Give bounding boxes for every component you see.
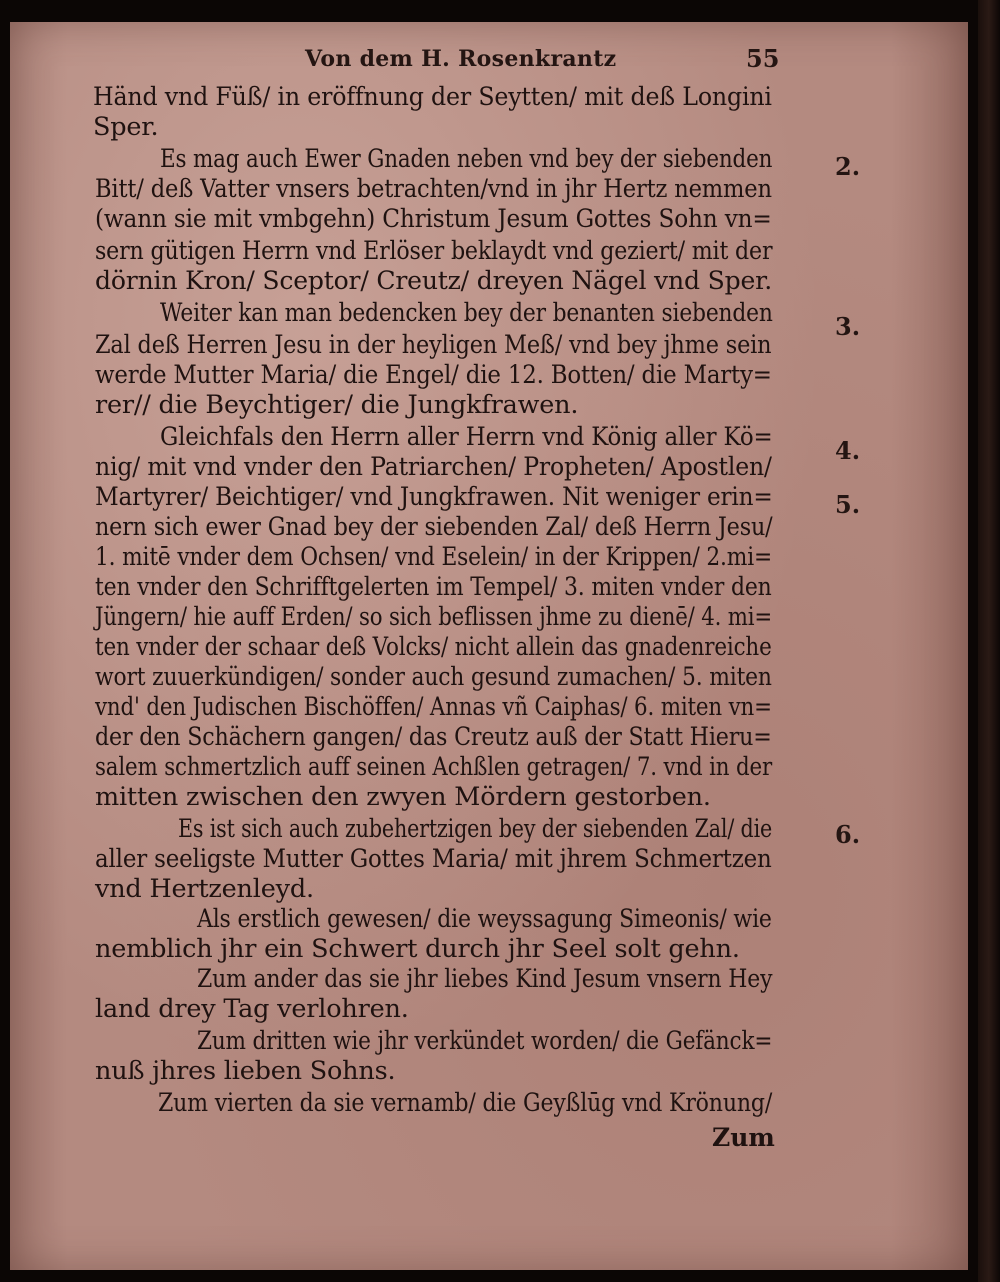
- text-line: Bitt/ deß Vatter vnsers betrachten/vnd in jhr Hertz nemmen: [95, 174, 772, 204]
- text-line: der den Schächern gangen/ das Creutz auß der Statt Hieru=: [95, 722, 772, 752]
- margin-number: 6.: [835, 820, 861, 849]
- text-line: Zum vierten da sie vernamb/ die Geyßlūg vnd Krönung/: [158, 1088, 773, 1118]
- text-line: Sper.: [93, 112, 159, 142]
- text-line: ten vnder den Schrifftgelerten im Tempel/ 3. miten vnder den: [95, 572, 772, 602]
- text-line: Weiter kan man bedencken bey der benanten siebenden: [160, 298, 773, 328]
- text-line: 1. mitē vnder dem Ochsen/ vnd Eselein/ in der Krippen/ 2.mi=: [95, 542, 773, 572]
- text-line: Zum ander das sie jhr liebes Kind Jesum vnsern Hey: [197, 964, 773, 994]
- text-line: vnd' den Judischen Bischöffen/ Annas vñ Caiphas/ 6. miten vn=: [95, 692, 772, 722]
- text-line: vnd Hertzenleyd.: [95, 874, 314, 904]
- book-spine-edge: [978, 0, 1000, 1282]
- margin-number: 5.: [835, 490, 861, 519]
- text-line: Händ vnd Füß/ in eröffnung der Seytten/ mit deß Longini: [93, 82, 772, 112]
- text-line: werde Mutter Maria/ die Engel/ die 12. Botten/ die Marty=: [95, 360, 772, 390]
- text-line: Es ist sich auch zubehertzigen bey der siebenden Zal/ die: [178, 814, 773, 844]
- text-line: sern gütigen Herrn vnd Erlöser beklaydt vnd geziert/ mit der: [95, 236, 773, 266]
- catchword: Zum: [712, 1123, 775, 1152]
- running-header: Von dem H. Rosenkrantz: [305, 46, 617, 72]
- text-line: rer// die Beychtiger/ die Jungkfrawen.: [95, 390, 579, 420]
- text-line: Martyrer/ Beichtiger/ vnd Jungkfrawen. Nit weniger erin=: [95, 482, 773, 512]
- text-line: Gleichfals den Herrn aller Herrn vnd König aller Kö=: [160, 422, 773, 452]
- text-line: Zal deß Herren Jesu in der heyligen Meß/ vnd bey jhme sein: [95, 330, 772, 360]
- text-line: nuß jhres lieben Sohns.: [95, 1056, 396, 1086]
- margin-number: 2.: [835, 152, 861, 181]
- text-line: nig/ mit vnd vnder den Patriarchen/ Propheten/ Apostlen/: [95, 452, 772, 482]
- text-line: aller seeligste Mutter Gottes Maria/ mit jhrem Schmertzen: [95, 844, 772, 874]
- text-line: land drey Tag verlohren.: [95, 994, 409, 1024]
- text-line: wort zuuerkündigen/ sonder auch gesund zumachen/ 5. miten: [95, 662, 772, 692]
- margin-number: 3.: [835, 312, 861, 341]
- text-line: nern sich ewer Gnad bey der siebenden Zal/ deß Herrn Jesu/: [95, 512, 773, 542]
- text-line: nemblich jhr ein Schwert durch jhr Seel solt gehn.: [95, 934, 740, 964]
- text-line: dörnin Kron/ Sceptor/ Creutz/ dreyen Nägel vnd Sper.: [95, 266, 772, 296]
- text-line: mitten zwischen den zwyen Mördern gestorben.: [95, 782, 711, 812]
- text-line: Als erstlich gewesen/ die weyssagung Simeonis/ wie: [197, 904, 772, 934]
- text-line: Es mag auch Ewer Gnaden neben vnd bey der siebenden: [160, 144, 773, 174]
- text-line: Zum dritten wie jhr verkündet worden/ die Gefänck=: [197, 1026, 773, 1056]
- text-line: salem schmertzlich auff seinen Achßlen getragen/ 7. vnd in der: [95, 752, 773, 782]
- text-line: Jüngern/ hie auff Erden/ so sich beflissen jhme zu dienē/ 4. mi=: [95, 602, 773, 632]
- margin-number: 4.: [835, 436, 861, 465]
- text-line: (wann sie mit vmbgehn) Christum Jesum Gottes Sohn vn=: [95, 204, 772, 234]
- text-line: ten vnder der schaar deß Volcks/ nicht allein das gnadenreiche: [95, 632, 772, 662]
- page-number: 55: [746, 44, 780, 73]
